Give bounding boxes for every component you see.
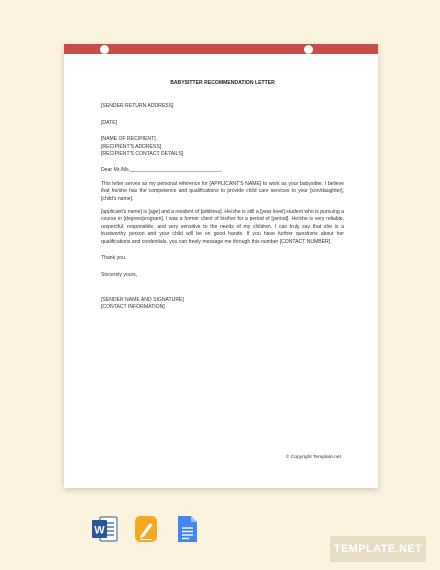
recipient-contact: [RECIPIENT'S CONTACT DETAILS]: [101, 151, 184, 158]
binder-hole-icon: [100, 45, 109, 54]
signature-line: [SENDER NAME AND SIGNATURE]: [101, 296, 184, 303]
binder-hole-icon: [304, 45, 313, 54]
letter-document: [64, 44, 378, 488]
thanks-line: Thank you.: [101, 255, 127, 262]
salutation: Dear Mr./Ms.________________________________,: [101, 167, 223, 174]
paragraph-details: [applicant's name] is [age] and a resident of [address]. He/she is still a [year level] student who is pursuing a course in [degree/program]. I was a former client of his/her for a period of [period]. He/she is very reliable, respectful, responsible, and very sensitive to the needs of my children. I can truly say that she is a trustworthy person and your child will be on good hands. If you have further questions about her qualifications and credentials, you can freely message me through this number [CONTACT NUMBER].: [101, 209, 344, 245]
google-docs-icon[interactable]: [174, 514, 200, 544]
paper-top-bar: [64, 44, 378, 54]
recipient-name: [NAME OF RECIPIENT]: [101, 136, 156, 143]
contact-info-line: [CONTACT INFORMATION]: [101, 304, 165, 311]
sender-address: [SENDER RETURN ADDRESS]: [101, 103, 174, 110]
pages-icon[interactable]: [133, 514, 159, 544]
closing-line: Sincerely yours,: [101, 271, 138, 278]
letter-body: [101, 80, 344, 312]
paragraph-intro: This letter serves as my personal reference for [APPLICANT'S NAME] to work as your babysitter. I believe that he/she has the competence and qualifications to provide child care services to your [son/daughter], [child's name].: [101, 180, 344, 202]
template-watermark: TEMPLATE.NET: [330, 536, 426, 562]
svg-text:W: W: [94, 524, 105, 537]
date-line: [DATE]: [101, 119, 118, 126]
app-icons: [92, 514, 200, 544]
recipient-address: [RECIPIENT'S ADDRESS]: [101, 143, 162, 150]
copyright-notice: © Copyright Template.net: [285, 455, 341, 460]
letter-title: BABYSITTER RECOMMENDATION LETTER: [170, 80, 275, 86]
word-icon[interactable]: [92, 514, 118, 544]
